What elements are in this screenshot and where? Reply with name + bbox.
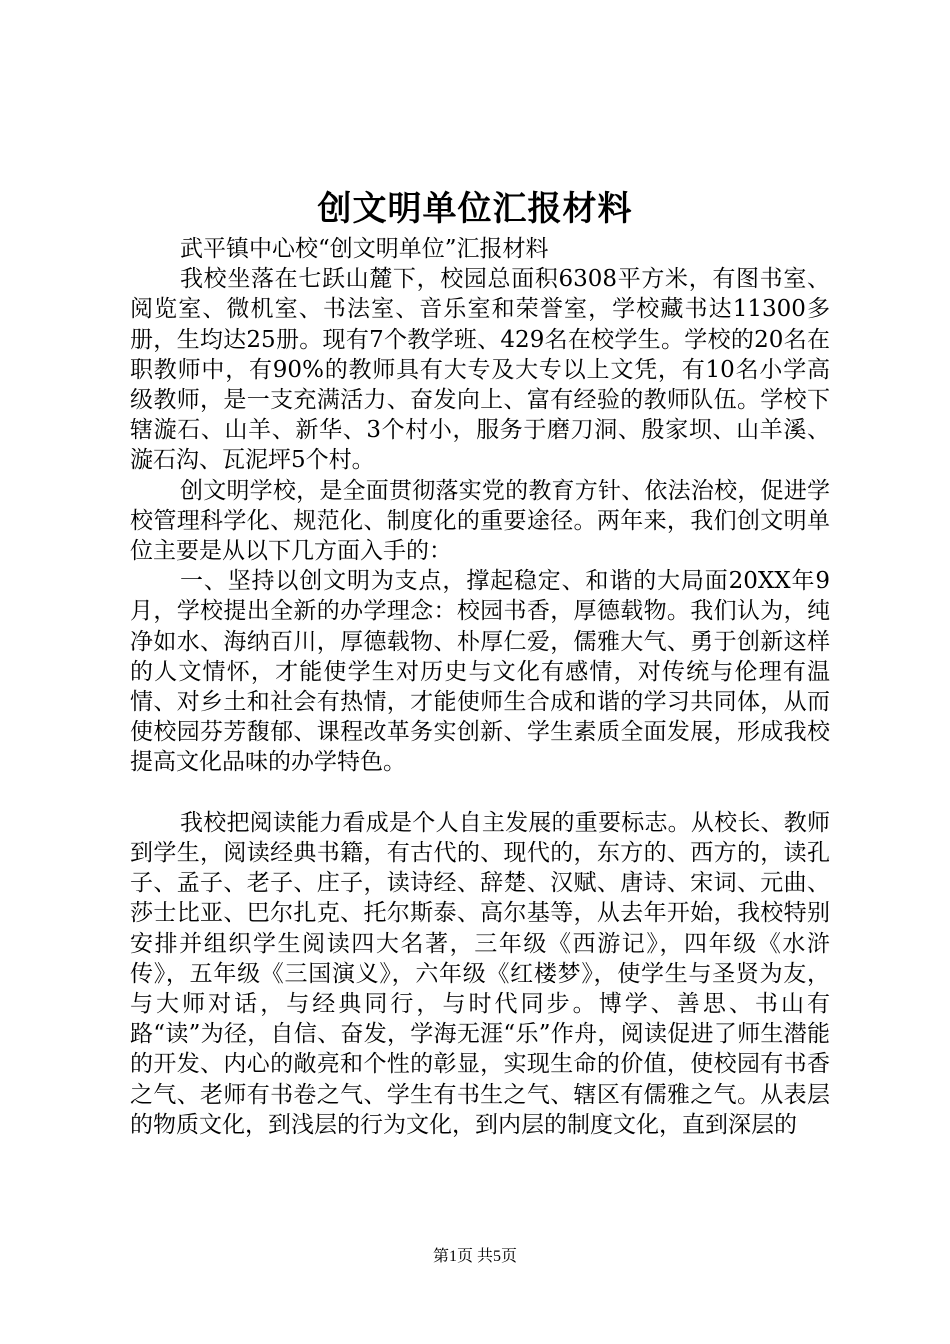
page-number-footer: 第1页 共5页 (432, 1248, 517, 1265)
document-title: 创文明单位汇报材料 (317, 189, 633, 229)
body-paragraph: 创文明学校，是全面贯彻落实党的教育方针、依法治校，促进学校管理科学化、规范化、制度化的重要途径。两年来，我们创文明单位主要是从以下几方面入手的： (130, 477, 830, 565)
body-paragraph: 我校坐落在七跃山麓下，校园总面积6308平方米，有图书室、阅览室、微机室、书法室、音乐室和荣誉室，学校藏书达11300多册，生均达25册。现有7个教学班、429名在校学生。学校的20名在职教师中，有90%的教师具有大专及大专以上文凭，有10名小学高级教师，是一支充满活力、奋发向上、富有经验的教师队伍。学校下辖漩石、山羊、新华、3个村小，服务于磨刀洞、殷家坝、山羊溪、漩石沟、瓦泥坪5个村。 (130, 266, 830, 474)
subtitle-paragraph: 武平镇中心校“创文明单位”汇报材料 (180, 236, 549, 262)
document-body (130, 234, 830, 1140)
body-paragraph: 我校把阅读能力看成是个人自主发展的重要标志。从校长、教师到学生，阅读经典书籍，有古代的、现代的，东方的、西方的，读孔子、孟子、老子、庄子，读诗经、辞楚、汉赋、唐诗、宋词、元曲、莎士比亚、巴尔扎克、托尔斯泰、高尔基等，从去年开始，我校特别安排并组织学生阅读四大名著，三年级《西游记》，四年级《水浒传》，五年级《三国演义》，六年级《红楼梦》，使学生与圣贤为友，与大师对话，与经典同行，与时代同步。博学、善思、书山有路“读”为径，自信、奋发，学海无涯“乐”作舟，阅读促进了师生潜能的开发、内心的敞亮和个性的彰显，实现生命的价值，使校园有书香之气、老师有书卷之气、学生有书生之气、辖区有儒雅之气。从表层的物质文化，到浅层的行为文化，到内层的制度文化，直到深层的 (130, 809, 830, 1138)
body-paragraph: 一、坚持以创文明为支点，撑起稳定、和谐的大局面20XX年9月，学校提出全新的办学理念：校园书香，厚德载物。我们认为，纯净如水、海纳百川，厚德载物、朴厚仁爱，儒雅大气、勇于创新这样的人文情怀，才能使学生对历史与文化有感情，对传统与伦理有温情、对乡土和社会有热情，才能使师生合成和谐的学习共同体，从而使校园芬芳馥郁、课程改革务实创新、学生素质全面发展，形成我校提高文化品味的办学特色。 (130, 568, 830, 776)
